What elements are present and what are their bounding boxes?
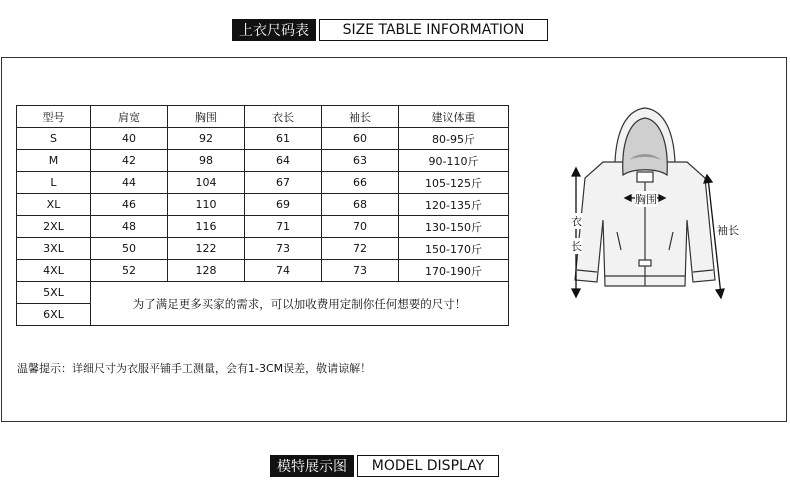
table-row [17,216,509,238]
size-table-header [232,19,548,41]
table-cell: 120-135斤 [399,194,509,216]
size-table-title-cn: 上衣尺码表 [232,19,316,41]
table-cell: 104 [168,172,245,194]
table-cell: 73 [322,260,399,282]
measurement-tip: 温馨提示：详细尺寸为衣服平铺手工测量，会有1-3CM误差，敬请谅解！ [17,362,372,375]
column-header: 型号 [17,106,91,128]
table-cell: 64 [245,150,322,172]
table-cell: 48 [91,216,168,238]
column-header: 衣长 [245,106,322,128]
table-cell: 42 [91,150,168,172]
table-row [17,260,509,282]
table-cell: 73 [245,238,322,260]
table-cell: 71 [245,216,322,238]
table-cell: 63 [322,150,399,172]
column-header: 胸围 [168,106,245,128]
table-row [17,238,509,260]
table-cell: 98 [168,150,245,172]
table-cell: 44 [91,172,168,194]
table-cell: 67 [245,172,322,194]
table-row [17,282,509,304]
table-cell: 40 [91,128,168,150]
column-header: 袖长 [322,106,399,128]
table-cell: 150-170斤 [399,238,509,260]
table-cell: S [17,128,91,150]
table-cell: 105-125斤 [399,172,509,194]
table-row [17,172,509,194]
table-cell: 6XL [17,304,91,326]
length-label-2: 长 [571,240,582,253]
table-cell: L [17,172,91,194]
table-cell: 80-95斤 [399,128,509,150]
length-label-1: 衣 [571,215,582,228]
size-table [16,105,509,326]
column-header: 建议体重 [399,106,509,128]
size-table-title-en: SIZE TABLE INFORMATION [319,19,548,41]
table-cell: 66 [322,172,399,194]
table-cell: 52 [91,260,168,282]
column-header: 肩宽 [91,106,168,128]
table-cell: M [17,150,91,172]
table-cell: 122 [168,238,245,260]
custom-size-note: 为了满足更多买家的需求，可以加收费用定制你任何想要的尺寸！ [91,282,509,326]
table-cell: 74 [245,260,322,282]
table-cell: 116 [168,216,245,238]
table-cell: 5XL [17,282,91,304]
table-cell: 50 [91,238,168,260]
sleeve-label: 袖长 [717,224,739,237]
table-cell: 68 [322,194,399,216]
table-cell: 3XL [17,238,91,260]
model-display-header [270,455,499,477]
table-cell: 130-150斤 [399,216,509,238]
table-cell: 60 [322,128,399,150]
table-cell: 70 [322,216,399,238]
table-cell: 110 [168,194,245,216]
model-display-title-cn: 模特展示图 [270,455,354,477]
table-cell: 46 [91,194,168,216]
table-cell: 128 [168,260,245,282]
chest-label: 胸围 [635,193,657,206]
table-row [17,128,509,150]
table-cell: 92 [168,128,245,150]
table-cell: XL [17,194,91,216]
table-cell: 69 [245,194,322,216]
table-cell: 72 [322,238,399,260]
table-row [17,150,509,172]
table-cell: 90-110斤 [399,150,509,172]
table-cell: 61 [245,128,322,150]
table-cell: 4XL [17,260,91,282]
table-header-row [17,106,509,128]
table-cell: 170-190斤 [399,260,509,282]
table-cell: 2XL [17,216,91,238]
table-row [17,194,509,216]
model-display-title-en: MODEL DISPLAY [357,455,499,477]
